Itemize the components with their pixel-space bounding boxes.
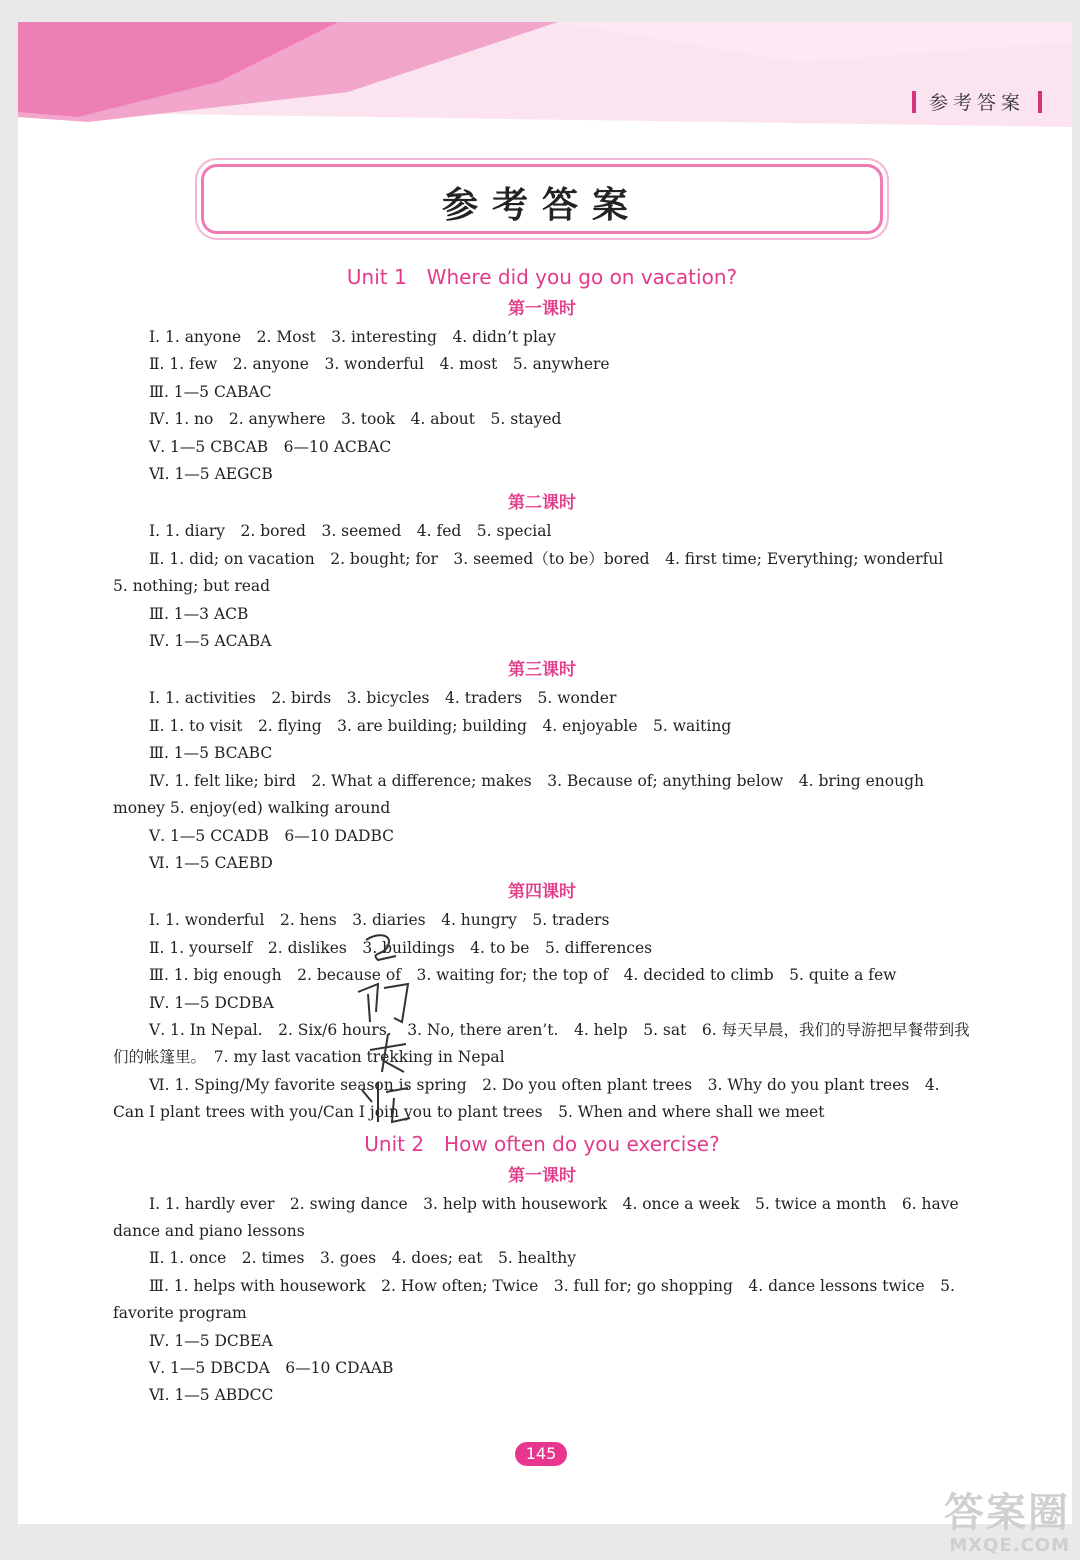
answer-line: Ⅲ. 1—3 ACB (149, 604, 249, 623)
answer-line: Ⅱ. 1. did; on vacation 2. bought; for 3. seemed（to be）bored 4. first time; Everything; wonderful 5. nothing; but read (113, 549, 959, 596)
answer-line: Ⅱ. 1. few 2. anyone 3. wonderful 4. most 5. anywhere (149, 355, 610, 374)
answer-line: Ⅳ. 1—5 DCBEA (149, 1331, 273, 1350)
answer-line: Ⅴ. 1—5 DBCDA 6—10 CDAAB (149, 1359, 394, 1377)
answer-line: Ⅱ. 1. to visit 2. flying 3. are building; building 4. enjoyable 5. waiting (149, 716, 732, 735)
answer-line: Ⅱ. 1. yourself 2. dislikes 3. buildings 4. to be 5. differences (149, 938, 653, 957)
answer-line: Ⅲ. 1. big enough 2. because of 3. waiting for; the top of 4. decided to climb 5. quite a few (149, 966, 897, 985)
answer-line: Ⅳ. 1. no 2. anywhere 3. took 4. about 5. stayed (149, 410, 562, 429)
answer-line: Ⅲ. 1—5 CABAC (149, 382, 272, 401)
answer-line: Ⅱ. 1. once 2. times 3. goes 4. does; eat 5. healthy (149, 1249, 577, 1268)
answer-line: Ⅰ. 1. activities 2. birds 3. bicycles 4. traders 5. wonder (149, 689, 617, 708)
answer-line: Ⅰ. 1. wonderful 2. hens 3. diaries 4. hungry 5. traders (149, 911, 610, 930)
watermark-line1: 答案圈 (944, 1490, 1070, 1536)
lesson-title: 第三课时 (508, 660, 576, 681)
page-title: 参考答案 (441, 184, 642, 226)
header-banner (18, 22, 1072, 152)
answer-line: Ⅴ. 1. In Nepal. 2. Six/6 hours. 3. No, there aren’t. 4. help 5. sat 6. 每天早晨，我们的导游把早餐带到我们的帐篷里。 7. my last vacation trekking in Nepal (113, 1020, 970, 1067)
answer-line: Ⅵ. 1. Sping/My favorite season is spring 2. Do you often plant trees 3. Why do you plant trees 4. Can I plant trees with you/Can I join you to plant trees 5. When and where shall we meet (113, 1075, 945, 1122)
watermark (944, 1491, 1070, 1556)
watermark-line2: MXQE.COM (949, 1535, 1070, 1556)
answer-line: Ⅰ. 1. anyone 2. Most 3. interesting 4. didn’t play (149, 328, 556, 346)
handwriting-mark (348, 922, 428, 1142)
answer-line: Ⅴ. 1—5 CBCAB 6—10 ACBAC (149, 437, 392, 456)
lesson-title: 第一课时 (508, 1165, 576, 1186)
answer-line: Ⅲ. 1—5 BCABC (149, 744, 273, 763)
page-number: 145 (515, 1442, 567, 1466)
header-label-text: 参考答案 (928, 92, 1025, 114)
answer-line: Ⅵ. 1—5 AEGCB (149, 465, 273, 484)
answer-line: Ⅴ. 1—5 CCADB 6—10 DADBC (149, 826, 395, 845)
unit-title: Unit 2 How often do you exercise? (364, 1131, 720, 1156)
header-bar-right (1038, 91, 1042, 113)
answer-line: Ⅰ. 1. diary 2. bored 3. seemed 4. fed 5. special (149, 522, 552, 541)
answer-line: Ⅵ. 1—5 ABDCC (149, 1386, 274, 1405)
header-label (910, 88, 1044, 115)
lesson-title: 第四课时 (508, 882, 576, 903)
unit-title: Unit 1 Where did you go on vacation? (346, 265, 738, 289)
answer-content (113, 260, 971, 1410)
answer-line: Ⅵ. 1—5 CAEBD (149, 853, 273, 872)
answer-line: Ⅳ. 1. felt like; bird 2. What a difference; makes 3. Because of; anything below 4. bring enough money 5. enjoy(ed) walking around (113, 771, 929, 818)
answer-line: Ⅲ. 1. helps with housework 2. How often; Twice 3. full for; go shopping 4. dance lessons twice 5. favorite program (113, 1276, 960, 1323)
title-box (201, 164, 883, 234)
lesson-title: 第一课时 (508, 299, 576, 319)
page (18, 22, 1072, 1524)
answer-line: Ⅳ. 1—5 DCDBA (149, 993, 274, 1012)
header-bar-left (912, 91, 916, 113)
answer-line: Ⅰ. 1. hardly ever 2. swing dance 3. help with housework 4. once a week 5. twice a month 6. have dance and piano lessons (113, 1194, 964, 1240)
answer-line: Ⅳ. 1—5 ACABA (149, 632, 272, 651)
lesson-title: 第二课时 (508, 493, 576, 514)
